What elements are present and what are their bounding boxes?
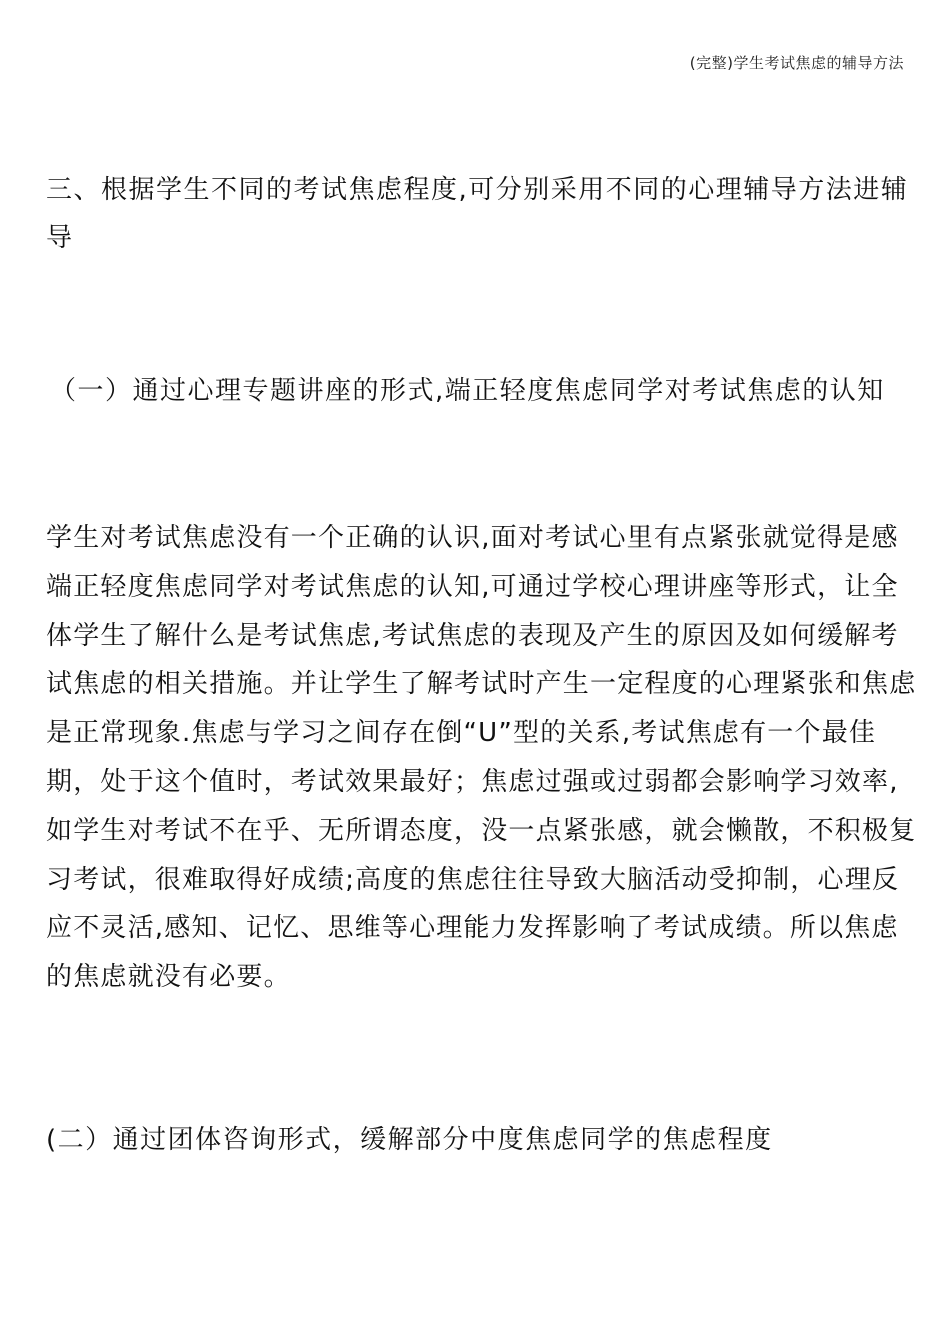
paragraph-line: 的焦虑就没有必要。 [46, 962, 291, 993]
section-heading: 三、根据学生不同的考试焦虑程度,可分别采用不同的心理辅导方法进辅导 [46, 175, 909, 253]
paragraph-line: 端正轻度焦虑同学对考试焦虑的认知,可通过学校心理讲座等形式，让全 [46, 571, 899, 602]
paragraph-line: 习考试，很难取得好成绩;高度的焦虑往往导致大脑活动受抑制，心理反 [46, 864, 900, 895]
paragraph-line: 试焦虑的相关措施。并让学生了解考试时产生一定程度的心理紧张和焦虑 [46, 669, 917, 700]
paragraph-line: 如学生对考试不在乎、无所谓态度，没一点紧张感，就会懒散，不积极复 [46, 815, 917, 846]
paragraph-line: 期，处于这个值时，考试效果最好；焦虑过强或过弱都会影响学习效率, [46, 766, 899, 797]
subsection-heading-2: (二）通过团体咨询形式，缓解部分中度焦虑同学的焦虑程度 [46, 1125, 773, 1155]
paragraph-line: 应不灵活,感知、记忆、思维等心理能力发挥影响了考试成绩。所以焦虑 [46, 913, 899, 944]
paragraph-line: 学生对考试焦虑没有一个正确的认识,面对考试心里有点紧张就觉得是感 [46, 523, 899, 553]
body-paragraph [46, 514, 917, 1002]
subsection-heading-1: （一）通过心理专题讲座的形式,端正轻度焦虑同学对考试焦虑的认知 [50, 376, 885, 406]
document-header-title: (完整)学生考试焦虑的辅导方法 [689, 54, 904, 72]
paragraph-line: 是正常现象.焦虑与学习之间存在倒“U”型的关系,考试焦虑有一个最佳 [46, 718, 877, 749]
paragraph-line: 体学生了解什么是考试焦虑,考试焦虑的表现及产生的原因及如何缓解考 [46, 620, 899, 651]
